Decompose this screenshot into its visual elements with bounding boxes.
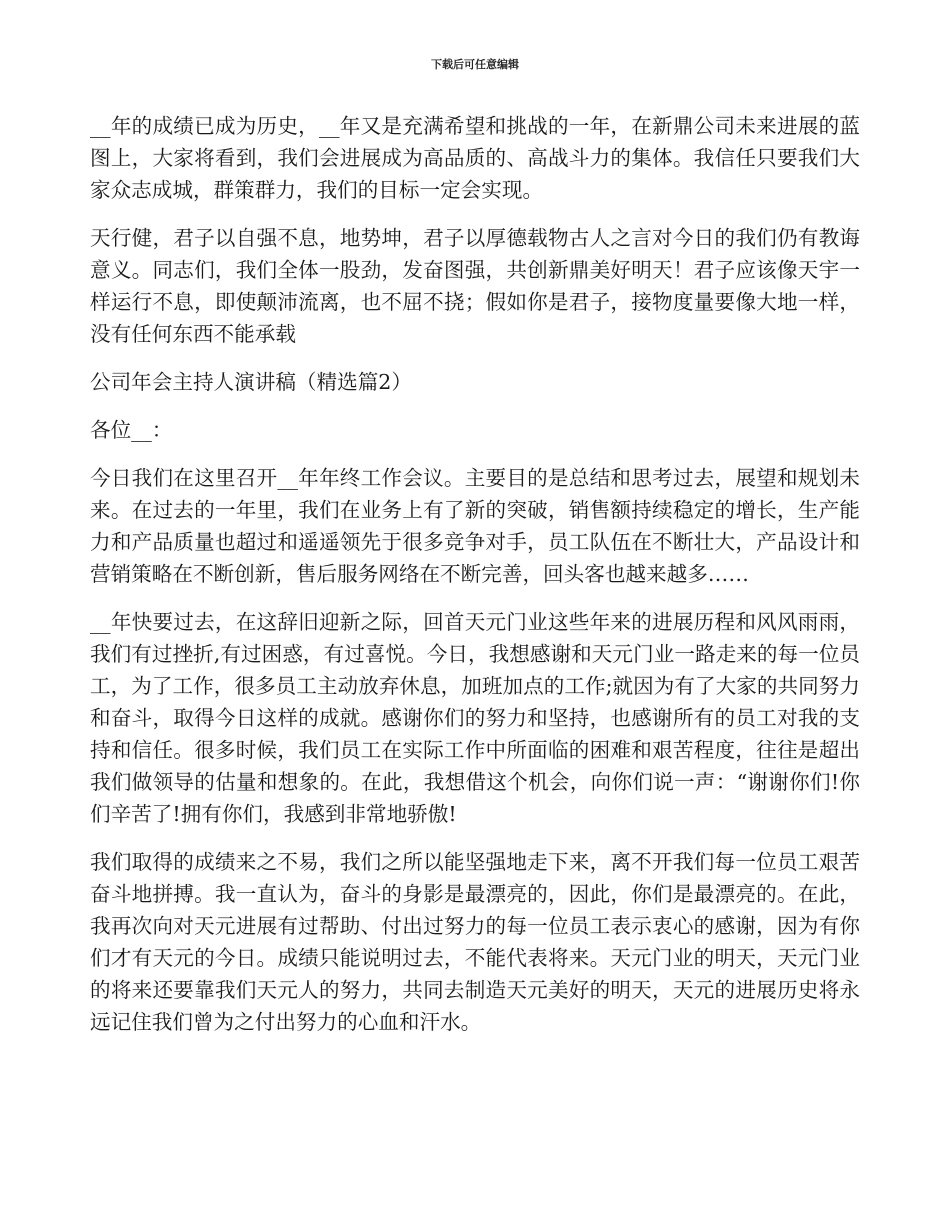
- paragraph-achievements: __年的成绩已成为历史，__年又是充满希望和挑战的一年，在新鼎公司未来进展的蓝图上，大家将看到，我们会进展成为高品质的、高战斗力的集体。我信任只要我们大家众志成城，群策群力，我们的目标一定会实现。: [90, 114, 860, 202]
- section-heading: 公司年会主持人演讲稿（精选篇2）: [90, 370, 413, 394]
- document-body: [90, 110, 860, 1054]
- paragraph-classical-quote: 天行健，君子以自强不息，地势坤，君子以厚德载物古人之言对今日的我们仍有教诲意义。同志们，我们全体一股劲，发奋图强，共创新鼎美好明天！君子应该像天宇一样运行不息，即使颠沛流离，也不屈不挠；假如你是君子，接物度量要像大地一样，没有任何东西不能承载: [90, 226, 860, 346]
- paragraph-year-end-meeting: 今日我们在这里召开__年年终工作会议。主要目的是总结和思考过去，展望和规划未来。在过去的一年里，我们在业务上有了新的突破，销售额持续稳定的增长，生产能力和产品质量也超过和遥遥领先于很多竞争对手，员工队伍在不断壮大，产品设计和营销策略在不断创新，售后服务网络在不断完善，回头客也越来越多……: [90, 466, 860, 586]
- paragraph-thanks-employees: __年快要过去，在这辞旧迎新之际，回首天元门业这些年来的进展历程和风风雨雨，我们有过挫折,有过困惑，有过喜悦。今日，我想感谢和天元门业一路走来的每一位员工，为了工作，很多员工主动放弃休息，加班加点的工作;就因为有了大家的共同努力和奋斗，取得今日这样的成就。感谢你们的努力和坚持，也感谢所有的员工对我的支持和信任。很多时候，我们员工在实际工作中所面临的困难和艰苦程度，往往是超出我们做领导的估量和想象的。在此，我想借这个机会，向你们说一声：“谢谢你们!你们辛苦了!拥有你们，我感到非常地骄傲!: [90, 610, 860, 826]
- salutation: 各位__：: [90, 418, 173, 442]
- paragraph-closing: 我们取得的成绩来之不易，我们之所以能坚强地走下来，离不开我们每一位员工艰苦奋斗地拼搏。我一直认为，奋斗的身影是最漂亮的，因此，你们是最漂亮的。在此，我再次向对天元进展有过帮助、付出过努力的每一位员工表示衷心的感谢，因为有你们才有天元的今日。成绩只能说明过去，不能代表将来。天元门业的明天，天元门业的将来还要靠我们天元人的努力，共同去制造天元美好的明天，天元的进展历史将永远记住我们曾为之付出努力的心血和汗水。: [90, 850, 860, 1034]
- header-note: 下载后可任意编辑: [431, 58, 519, 71]
